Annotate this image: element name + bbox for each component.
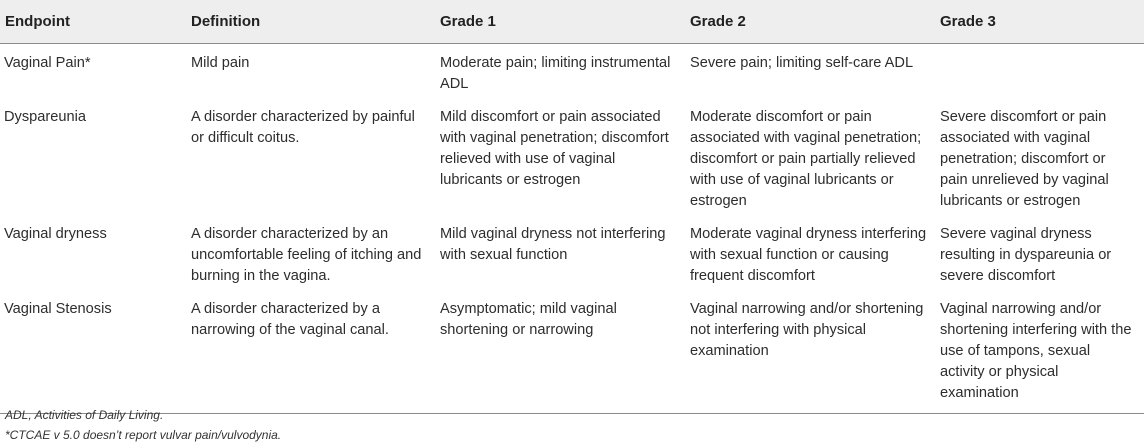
cell-grade-1: Mild discomfort or pain associated with vaginal penetration; discomfort relieved with use of vaginal lubricants or estrogen [440, 109, 669, 188]
cell-grade-1: Moderate pain; limiting instrumental ADL [440, 55, 671, 92]
cell-endpoint: Vaginal Stenosis [0, 290, 187, 414]
table-row [0, 290, 1144, 414]
cell-endpoint: Vaginal Pain* [4, 55, 91, 71]
table-row [0, 215, 1144, 290]
cell-grade-2: Vaginal narrowing and/or shortening not interfering with physical examination [686, 290, 936, 414]
cell-grade-1: Asymptomatic; mild vaginal shortening or narrowing [436, 290, 686, 414]
cell-definition: Mild pain [191, 55, 250, 71]
cell-grade-1: Mild vaginal dryness not interfering with sexual function [440, 226, 666, 263]
cell-grade-3 [936, 44, 1144, 99]
table-row [0, 44, 1144, 99]
cell-grade-3: Vaginal narrowing and/or shortening interfering with the use of tampons, sexual activity or physical examination [936, 290, 1144, 414]
table-header-row [0, 0, 1144, 44]
header-grade-3: Grade 3 [936, 0, 1144, 44]
cell-grade-2: Moderate discomfort or pain associated with vaginal penetration; discomfort or pain partially relieved with use of vaginal lubricants or estrogen [690, 109, 922, 209]
cell-definition: A disorder characterized by painful or difficult coitus. [191, 109, 415, 146]
cell-endpoint: Dyspareunia [4, 109, 86, 125]
cell-grade-2: Moderate vaginal dryness interfering with sexual function or causing frequent discomfort [690, 226, 927, 284]
header-endpoint: Endpoint [0, 0, 187, 44]
cell-endpoint: Vaginal dryness [4, 226, 107, 242]
cell-definition: A disorder characterized by an uncomfortable feeling of itching and burning in the vagina. [191, 226, 422, 284]
header-grade-1: Grade 1 [436, 0, 686, 44]
table-row [0, 98, 1144, 215]
footnote-ctcae: *CTCAE v 5.0 doesn’t report vulvar pain/vulvodynia. [5, 428, 282, 442]
header-definition: Definition [187, 0, 436, 44]
footnotes [5, 405, 281, 445]
cell-grade-3: Severe vaginal dryness resulting in dyspareunia or severe discomfort [940, 226, 1112, 284]
cell-grade-3: Severe discomfort or pain associated with vaginal penetration; discomfort or pain unrelieved by vaginal lubricants or estrogen [940, 109, 1109, 209]
header-grade-2: Grade 2 [686, 0, 936, 44]
cell-definition: A disorder characterized by a narrowing of the vaginal canal. [187, 290, 436, 414]
cell-grade-2: Severe pain; limiting self-care ADL [690, 55, 914, 71]
footnote-abbreviation: ADL, Activities of Daily Living. [5, 408, 164, 422]
